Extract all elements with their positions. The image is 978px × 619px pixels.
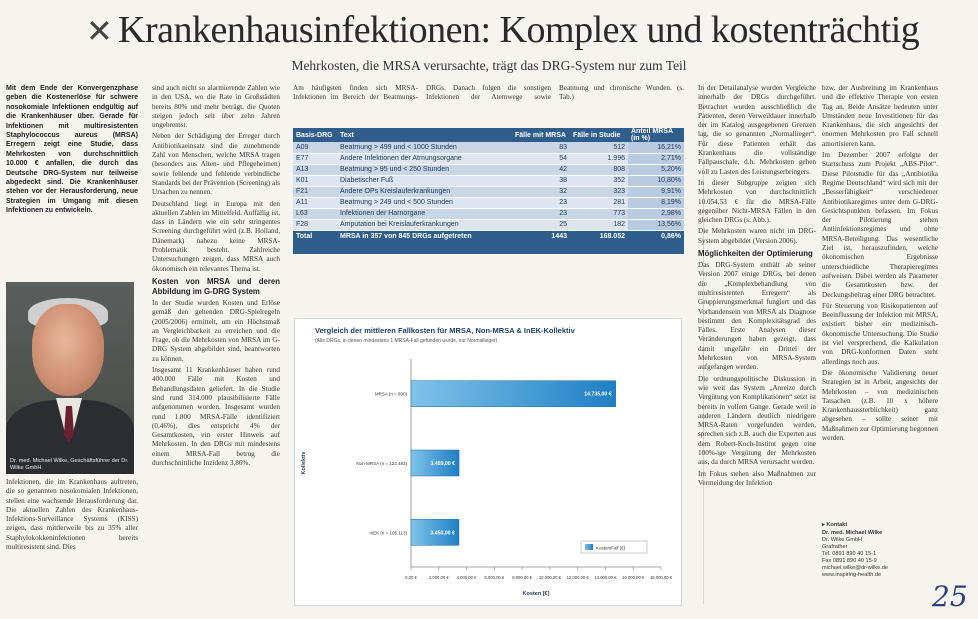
table-row: [293, 142, 684, 153]
table-cell: 323: [570, 186, 628, 197]
page-number: 25: [932, 580, 968, 613]
table-cell: Diabetischer Fuß: [337, 175, 512, 186]
body-paragraph: Die ordnungspolitische Diskussion in wie weit das System „Anreize durch Vergütung von Komplikationen“ setzt ist bereits in vollem Gange. Gerade weil in anderen Ländern deutlich niedrigere MRSA-Raten vorgefunden werden, sprechen sich z.B. auch die Experten aus dem Robert-Koch-Institut gegen eine 100%-ige Vergütung der Mehrkosten aus, da durch MRSA verursacht werden.: [698, 374, 816, 467]
table-cell: 1.996: [570, 153, 628, 164]
table-cell: 512: [570, 142, 628, 153]
table-cell: 16,21%: [628, 142, 684, 153]
table-cell: 2,98%: [628, 208, 684, 219]
table-cell: A13: [293, 164, 337, 175]
column-1-bottom: [6, 478, 138, 614]
table-cell: A09: [293, 142, 337, 153]
table-total-cell: Total: [293, 230, 337, 254]
column-4: [698, 84, 816, 614]
photo-caption: Dr. med. Michael Wilke, Geschäftsführer der Dr. Wilke GmbH: [10, 458, 129, 471]
table-cell: Andere OPs Kreislauferkrankungen: [337, 186, 512, 197]
data-label: 3.459,00 €: [430, 461, 456, 467]
section-heading: Möglichkeiten der Optimierung: [698, 249, 813, 259]
table-cell: 281: [570, 197, 628, 208]
x-tick-label: 0,00 €: [405, 575, 417, 580]
table-cell: F28: [293, 219, 337, 230]
x-tick-label: 2.000,00 €: [428, 575, 449, 580]
body-paragraph: Die Mehrkosten waren nicht im DRG-System abgebildet (Version 2006).: [698, 227, 816, 245]
body-paragraph: Infektionen, die im Krankenhaus auftreten, die so genannten nosokomialen Infektionen, stellen eine wachsende Herausforderung dar. Die aktuellen Zahlen des Krankenhaus-Infektions-Surveillance Systems (KISS) zeigen, dass mittlerweile bis zu 35% aller Staphylokokkeninfektionen bereits multiresistent sind. Dies: [6, 478, 138, 552]
cross-icon: ✕: [86, 12, 113, 50]
table-cell: F21: [293, 186, 337, 197]
table-cell: 8,19%: [628, 197, 684, 208]
lead-paragraph: Mit dem Ende der Konvergenzphase geben die Kostenerlöse für schwere nosokomiale Infektionen endgültig auf die Krankenhäuser über. Gerade für Infektionen mit multiresistenten Staphylococcus aureus (MRSA) Erregern zeigt eine Studie, dass Mehrkosten von durchschnittlich 10.000 € anfallen, die durch das Deutsche DRG-System nur teilweise abgedeckt sind. Die Krankenhäuser stehen vor der Herausforderung, neue Strategien im Umgang mit diesen Infektionen zu entwickeln.: [6, 85, 138, 215]
article-subhead: Mehrkosten, die MRSA verursachte, trägt das DRG-System nur zum Teil: [291, 58, 687, 73]
table-cell: 38: [512, 175, 570, 186]
x-tick-label: 14.000,00 €: [594, 575, 617, 580]
category-label: InEK (n = 105.113): [369, 530, 407, 536]
x-tick-label: 8.000,00 €: [512, 575, 533, 580]
table-row: [293, 186, 684, 197]
category-label: Non-MRSA (n = 122.483): [356, 461, 407, 466]
table-header-row: [293, 128, 684, 142]
table-cell: 808: [570, 164, 628, 175]
table-cell: 32: [512, 186, 570, 197]
contact-line: Grafrather: [822, 544, 848, 550]
table-cell: 42: [512, 164, 570, 175]
x-tick-label: 16.000,00 €: [622, 575, 645, 580]
table-cell: 13,56%: [628, 219, 684, 230]
table-cell: 25: [512, 219, 570, 230]
contact-line: Dr. Wilke GmbH: [822, 537, 863, 543]
table-total-cell: 168.052: [570, 230, 628, 254]
table-total-cell: MRSA in 357 von 845 DRGs aufgetreten: [337, 230, 512, 254]
table-cell: 773: [570, 208, 628, 219]
chart-title: Vergleich der mittleren Fallkosten für MRSA, Non-MRSA & InEK-Kollektiv: [315, 326, 575, 335]
body-paragraph: Für Steuerung von Risikopatienten auf Beeinflussung der Infektion mit MRSA, existiert bisher ein medizinisch-ökonomische Untersuchung. Die Studie ist viel versprechend, die Kalkulation von DRG-konformen Daten steht allerdings noch aus.: [822, 301, 938, 366]
column-1-lead: [6, 84, 138, 274]
author-photo: [6, 282, 134, 474]
table-cell: Beatmung > 95 und < 250 Stunden: [337, 164, 512, 175]
body-paragraph: In dieser Subgruppe zeigten sich Mehrkosten von durchschnittlich 10.054,53 € für die MRSA-Fälle gegenüber Nicht-MRSA Fällen in den gleichen DRGs (s. Abb.).: [698, 178, 816, 225]
body-paragraph: Die ökonomische Validierung neuer Strategien ist in Arbeit, angesichts der Mehrkosten – von medizinischen Tatsachen (z.B. 10 x höhere Krankenhaussterblichkeit) ganz abgesehen – sollte seiner mit Maßnahmen zur Optimierung begonnen werden.: [822, 368, 938, 442]
x-tick-label: 12.000,00 €: [566, 575, 589, 580]
table-cell: L63: [293, 208, 337, 219]
contact-line: www.inspiring-health.de: [822, 572, 882, 578]
table-row: [293, 175, 684, 186]
table-cell: 23: [512, 208, 570, 219]
body-paragraph: Das DRG-System enthält ab seiner Version 2007 einige DRGs, bei denen die „Komplexbehandlung von multiresistenten Erregern“ als Gruppierungsmerkmal fungiert und das Vorhandensein von MRSA als Diagnose bestimmt den Komplexitätsgrad des Falles. Erste Analysen dieser Veränderungen haben gezeigt, dass damit ungefähr ein Drittel der Mehrkosten von MRSA-System aufgefangen werden.: [698, 261, 816, 372]
contact-line: Fax 0891 890 40 15-9: [822, 558, 877, 564]
legend-label: Kosten/Fall (€): [596, 545, 626, 551]
table-header: Fälle mit MRSA: [512, 128, 570, 142]
table-cell: Andere Infektionen der Atmungsorgane: [337, 153, 512, 164]
x-tick-label: 18.000,00 €: [649, 575, 673, 580]
contact-line: michael.wilke@dr-wilke.de: [822, 565, 888, 571]
table-cell: Beatmung > 499 und < 1000 Stunden: [337, 142, 512, 153]
table-cell: Infektionen der Harnorgane: [337, 208, 512, 219]
table-cell: Beatmung > 249 und < 500 Stunden: [337, 197, 512, 208]
chart-subtitle: (Alle DRGs, in denen mindestens 1 MRSA-Fall gefunden wurde, nur Normallieger): [315, 338, 498, 344]
contact-line: Dr. med. Michael Wilke: [822, 530, 883, 536]
table-row: [293, 197, 684, 208]
table-cell: 83: [512, 142, 570, 153]
data-label: 3.450,00 €: [430, 530, 455, 537]
table-row: [293, 153, 684, 164]
table-cell: A11: [293, 197, 337, 208]
table-cell: K01: [293, 175, 337, 186]
column-2: [152, 84, 280, 614]
y-axis-label: Kollektiv: [301, 451, 307, 475]
x-tick-label: 4.000,00 €: [456, 575, 477, 580]
column-5: [822, 84, 938, 516]
column-3-intro: [293, 84, 684, 126]
chart-svg: [295, 319, 683, 607]
section-heading: Kosten von MRSA und deren Abbildung im G-DRG System: [152, 276, 280, 296]
table-cell: E77: [293, 153, 337, 164]
body-paragraph: Deutschland liegt in Europa mit den aktuellen Zahlen im Mittelfeld. Auffällig ist, dass in Ländern wie ein sehr stringentes Screening durchgeführt wird (z.B. Holland, Dänemark) nahezu keine MRSA-Problematik besteht. Zahlreiche Untersuchungen zeigen, dass MRSA auch ökonomisch ein relevantes Thema ist.: [152, 199, 280, 273]
body-paragraph: Insgesamt 11 Krankenhäuser haben rund 400.000 Fälle mit Kosten und Behandlungsdaten geliefert. In die Studie sind rund 314.000 plausibilisierte Fälle aufgenommen worden. Insgesamt wurden rund 1.800 MRSA-Fälle identifiziert (0,46%), dies entspricht 4% der Gesamtkosten, ein erster Hinweis auf Mehrkosten. In den DRGs mit mindestens einem MRSA-Fall betrug die durchschnittliche Inzidenz 3,86%.: [152, 366, 280, 467]
table-header: Text: [337, 128, 512, 142]
body-paragraph: Neben der Schädigung der Erreger durch Antibiotikaeinsatz sind die zunehmende Zahl von Menschen, welche MRSA tragen (besonders aus Alten- und Pflegeheimen) sowie fehlende und fehlende verbindliche Standards bei der Prävention (Screening) als Ursachen zu nennen.: [152, 132, 280, 197]
table-cell: 182: [570, 219, 628, 230]
table-cell: 9,91%: [628, 186, 684, 197]
table-row: [293, 164, 684, 175]
table-cell: Amputation bei Kreislauferkrankungen: [337, 219, 512, 230]
x-axis-label: Kosten [€]: [522, 591, 550, 597]
table-cell: 23: [512, 197, 570, 208]
contact-box: [822, 522, 932, 579]
table-header: Anteil MRSA (in %): [628, 128, 684, 142]
table-header: Basis-DRG: [293, 128, 337, 142]
body-paragraph: Im Dezember 2007 erfolgte der Startschuss zum Projekt „ABS-Pilot“. Diese Pilotstudie für das „Antibiotika Regime Deutschland“ wird sich mit der „Besserfähigkeit“ verschiedener Antibiotikaregimes unter dem G-DRG-Gesichtspunkten befassen. Im Fokus der Pilotierung stehen Antiinfektionsregimes und ohne MRSA-Beteiligung. Das wesentliche Ziel ist, herauszufinden, welche ökonomischen Ergebnisse unterschiedliche Therapieregimes aufweisen. Dabei werden als Parameter die Gesamtkosten bzw. der Deckungsbeitrag einer DRG betrachtet.: [822, 151, 938, 299]
body-paragraph: Am häufigsten finden sich MRSA-Infektionen im Bereich der Beatmungs-DRGs. Danach folgen die sonstigen Infektionen der Atemwege sowie Beatmung und chronische Wunden. (s. Tab.): [293, 84, 684, 102]
mrsa-table: [293, 128, 684, 255]
legend-swatch: [585, 544, 593, 550]
data-label: 14.735,00 €: [584, 391, 612, 398]
table-cell: 10,80%: [628, 175, 684, 186]
article-headline: Krankenhausinfektionen: Komplex und kostenträchtig: [118, 9, 920, 51]
body-paragraph: In der Detailanalyse wurden Vergleiche innerhalb der DRGs durchgeführt. Betrachtet wurden ausschließlich die Patienten, deren Verweildauer innerhalb der im Katalog ausgegebenen Grenzen lag, die so genannten „Normallieger“. Für diese Patienten erhält das Krankenhaus die vollständige Fallpauschale, d.h. Mehrkosten gehen voll zu Lasten des Leistungserbringers.: [698, 84, 816, 176]
table-total-cell: 0,86%: [628, 230, 684, 254]
table-cell: 352: [570, 175, 628, 186]
table-row: [293, 208, 684, 219]
category-label: MRSA (n = 890): [374, 391, 407, 397]
table-header: Fälle in Studie: [570, 128, 628, 142]
contact-line: Tel. 0891 890 40 15-1: [822, 551, 877, 557]
table-cell: 54: [512, 153, 570, 164]
table-row: [293, 219, 684, 230]
table-cell: 5,20%: [628, 164, 684, 175]
x-tick-label: 6.000,00 €: [484, 575, 505, 580]
cost-comparison-chart: [294, 318, 682, 606]
contact-heading: ▸ Kontakt: [822, 522, 848, 528]
table-total-row: [293, 230, 684, 254]
table-cell: 2,71%: [628, 153, 684, 164]
x-tick-label: 10.000,00 €: [538, 575, 561, 580]
table-total-cell: 1443: [512, 230, 570, 254]
body-paragraph: Im Fokus stehen also Maßnahmen zur Vermeidung der Infektion: [698, 469, 816, 487]
body-paragraph: bzw. der Ausbreitung im Krankenhaus und die effektive Therapie von ersten Tag an. Beide Ansätze bedeuten unter Umständen neue Investitionen für das Krankenhaus, die sich angesichts der enormen Mehrkosten pro Fall schnell amortisieren kann.: [822, 84, 938, 148]
body-paragraph: sind auch nicht so alarmierende Zahlen wie in den USA, wo die Rate in Großstädten bereits 80% und mehr beträgt, die Quoten steigen jedoch seit über zehn Jahren ungebremst.: [152, 84, 280, 130]
body-paragraph: In der Studie wurden Kosten und Erlöse gemäß den geltenden DRG-Spielregeln (2005/2006) ermittelt, um ein Höchstmaß an Vergleichbarkeit zu erreichen und die Frage, ob die Mehrkosten von MRSA im G-DRG System abgebildet sind, beantworten zu können.: [152, 298, 280, 363]
